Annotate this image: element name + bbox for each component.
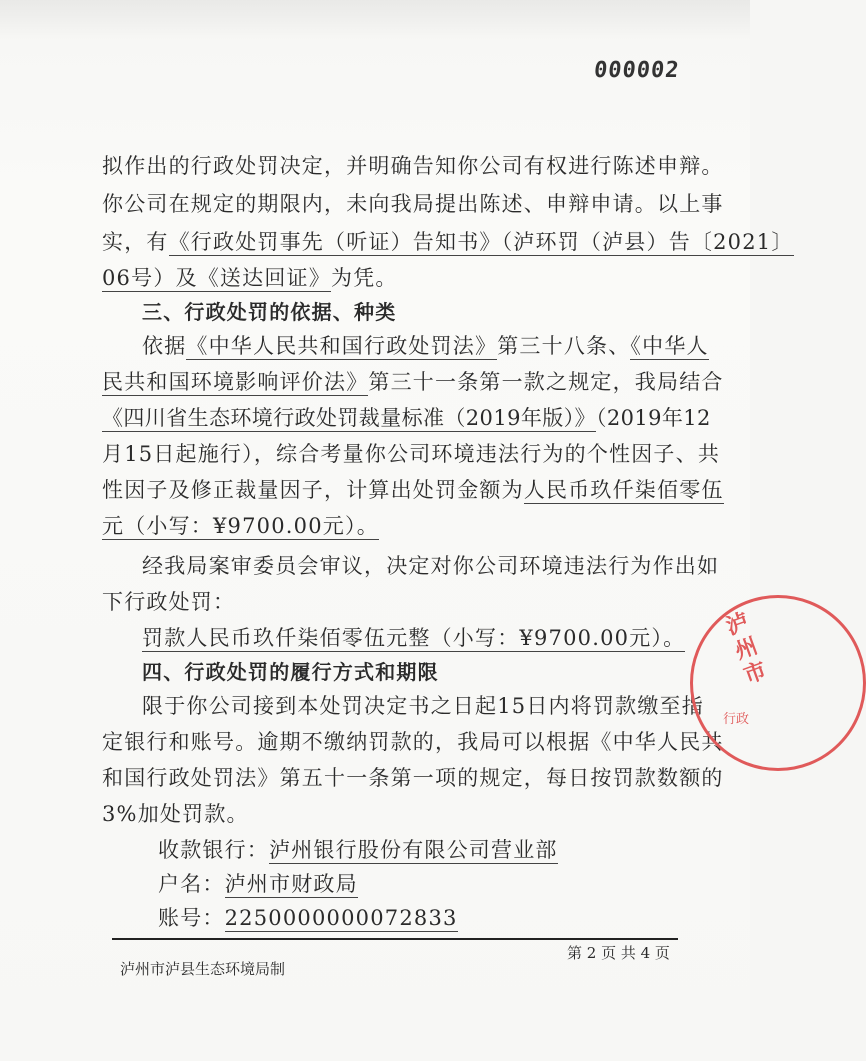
line-text: 3%加处罚款。 — [102, 802, 249, 826]
line-text: 定银行和账号。逾期不缴纳罚款的，我局可以根据《中华人民共 — [102, 730, 724, 754]
text-line — [142, 622, 685, 652]
underlined-reference: 《中华人 — [630, 334, 709, 358]
line-text: （2019年12 — [595, 406, 711, 430]
line-text: 第三十八条、 — [497, 334, 631, 358]
line-text: 下行政处罚： — [102, 590, 236, 614]
line-text: 性因子及修正裁量因子，计算出处罚金额为 — [102, 478, 524, 502]
account-number-label: 账号： — [158, 906, 225, 930]
underlined-amount: 人民币玖仟柒佰零伍 — [523, 478, 724, 502]
line-text: 和国行政处罚法》第五十一条第一项的规定，每日按罚款数额的 — [102, 766, 724, 790]
text-line — [102, 366, 724, 396]
text-line — [102, 150, 724, 180]
heading-text: 四、行政处罚的履行方式和期限 — [142, 660, 439, 684]
line-text: 依据 — [142, 334, 187, 358]
seal-text: 泸州市 — [719, 609, 770, 691]
section-heading — [142, 296, 396, 325]
underlined-reference: 《送达回证》 — [197, 266, 331, 290]
bank-label: 收款银行： — [158, 838, 269, 862]
document-number: 000002 — [592, 58, 681, 83]
payment-name-row — [158, 868, 358, 898]
line-text: 为凭。 — [330, 266, 398, 290]
bank-value: 泸州银行股份有限公司营业部 — [269, 838, 558, 862]
line-text: 月15日起施行），综合考量你公司环境违法行为的个性因子、共 — [102, 442, 721, 466]
line-text: 拟作出的行政处罚决定，并明确告知你公司有权进行陈述申辩。 — [102, 154, 724, 178]
account-number-value: 2250000000072833 — [224, 906, 458, 930]
underlined-penalty: 罚款人民币玖仟柒佰零伍元整（小写：¥9700.00元）。 — [142, 626, 686, 650]
section-heading — [142, 656, 439, 685]
official-seal — [690, 595, 866, 771]
text-line — [102, 586, 235, 616]
footer-page-info: 第 2 页 共 4 页 — [567, 944, 670, 962]
text-line — [142, 550, 719, 580]
payment-bank-row — [158, 834, 558, 864]
line-text: 限于你公司接到本处罚决定书之日起15日内将罚款缴至指 — [142, 694, 704, 718]
underlined-reference: 06号）及 — [102, 266, 198, 290]
underlined-reference: 《四川省生态环境行政处罚裁量标准（2019年版）》 — [102, 406, 596, 430]
text-line — [102, 510, 379, 540]
text-line — [102, 226, 794, 256]
text-line — [102, 726, 724, 756]
line-text: 第三十一条第一款之规定，我局结合 — [368, 370, 724, 394]
text-line — [102, 188, 724, 218]
line-text: 你公司在规定的期限内，未向我局提出陈述、申辩申请。以上事 — [102, 192, 724, 216]
underlined-reference: 民共和国环境影响评价法》 — [102, 370, 369, 394]
seal-subtext: 行政 — [723, 712, 750, 727]
text-line — [102, 262, 398, 292]
account-name-label: 户名： — [158, 872, 225, 896]
text-line — [142, 330, 709, 360]
underlined-amount: 元（小写：¥9700.00元）。 — [102, 514, 379, 538]
footer-divider — [112, 938, 678, 940]
line-text: 经我局案审委员会审议，决定对你公司环境违法行为作出如 — [142, 554, 720, 578]
text-line — [102, 402, 711, 432]
heading-text: 三、行政处罚的依据、种类 — [142, 300, 397, 324]
text-line — [102, 438, 720, 468]
text-line — [102, 474, 724, 504]
text-line — [102, 762, 724, 792]
line-text: 实，有 — [102, 230, 169, 254]
account-name-value: 泸州市财政局 — [224, 872, 358, 896]
underlined-reference: 《行政处罚事先（听证）告知书》（泸环罚（泸县）告〔2021〕 — [168, 230, 794, 254]
text-line — [102, 798, 249, 828]
underlined-reference: 《中华人民共和国行政处罚法》 — [186, 334, 498, 358]
text-line — [142, 690, 704, 720]
footer-issuer: 泸州市泸县生态环境局制 — [120, 960, 286, 978]
payment-account-row — [158, 902, 458, 932]
